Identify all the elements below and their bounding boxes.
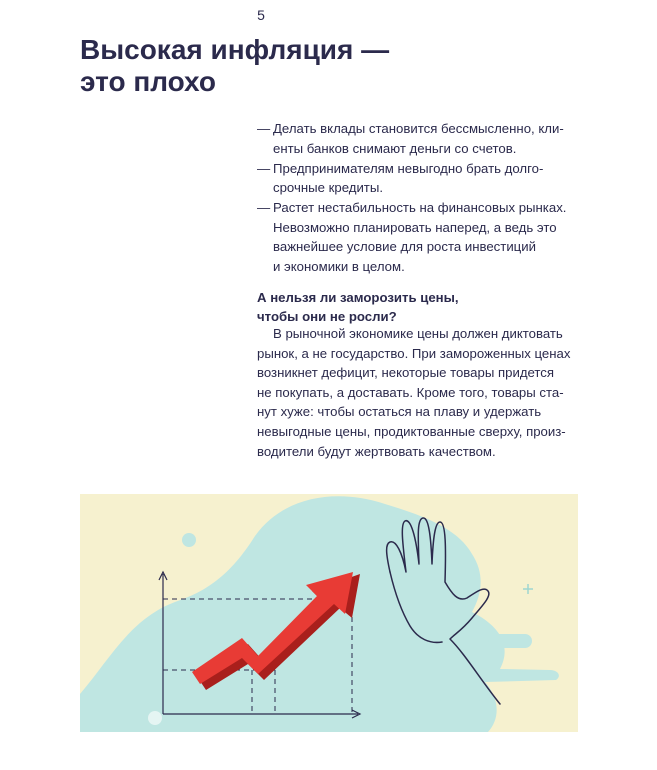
rising-arrow-chart-and-raised-hand-illustration bbox=[80, 494, 578, 732]
list-item bbox=[257, 119, 587, 158]
list-item bbox=[257, 159, 587, 198]
paragraph-line: В рыночной экономике цены должен диктовать bbox=[273, 326, 563, 341]
paragraph-line: водители будут жертвовать качеством. bbox=[257, 443, 496, 459]
page-title bbox=[80, 34, 389, 98]
decorative-pill bbox=[488, 634, 532, 648]
decorative-pill bbox=[440, 694, 480, 706]
list-item bbox=[257, 198, 587, 276]
list-item-line: Растет нестабильность на финансовых рынках. bbox=[273, 200, 567, 215]
list-dash: — bbox=[257, 121, 271, 136]
section-subheading bbox=[257, 288, 459, 326]
subheading-line-2: чтобы они не росли? bbox=[257, 309, 397, 324]
decorative-dot bbox=[148, 711, 162, 725]
page-number: 5 bbox=[257, 7, 265, 23]
page-title-line-2: это плохо bbox=[80, 66, 217, 97]
decorative-dot bbox=[182, 533, 196, 547]
page-title-line-1: Высокая инфляция — bbox=[80, 34, 390, 65]
list-item-line: срочные кредиты. bbox=[273, 180, 383, 195]
list-item-line: Делать вклады становится бессмысленно, кли- bbox=[273, 121, 564, 136]
list-dash: — bbox=[257, 200, 271, 215]
list-dash: — bbox=[257, 160, 271, 176]
body-paragraph bbox=[257, 324, 570, 461]
list-item-line: енты банков снимают деньги со счетов. bbox=[273, 140, 517, 156]
list-item-line: Предпринимателям невыгодно брать долго- bbox=[273, 160, 544, 176]
paragraph-line: рынок, а не государство. При замороженных ценах bbox=[257, 345, 571, 361]
list-item-line: Невозможно планировать наперед, а ведь это bbox=[273, 219, 557, 235]
paragraph-line: не покупать, а доставать. Кроме того, товары ста- bbox=[257, 384, 564, 400]
list-item-line: важнейшее условие для роста инвестиций bbox=[273, 239, 536, 254]
paragraph-line: возникнет дефицит, некоторые товары придется bbox=[257, 365, 555, 381]
paragraph-line: нут хуже: чтобы остаться на плаву и удержать bbox=[257, 404, 542, 420]
paragraph-line: невыгодные цены, продиктованные сверху, произ- bbox=[257, 423, 566, 439]
subheading-line-1: А нельзя ли заморозить цены, bbox=[257, 290, 459, 305]
inflation-consequences-list bbox=[257, 119, 587, 277]
list-item-line: и экономики в целом. bbox=[273, 258, 405, 274]
